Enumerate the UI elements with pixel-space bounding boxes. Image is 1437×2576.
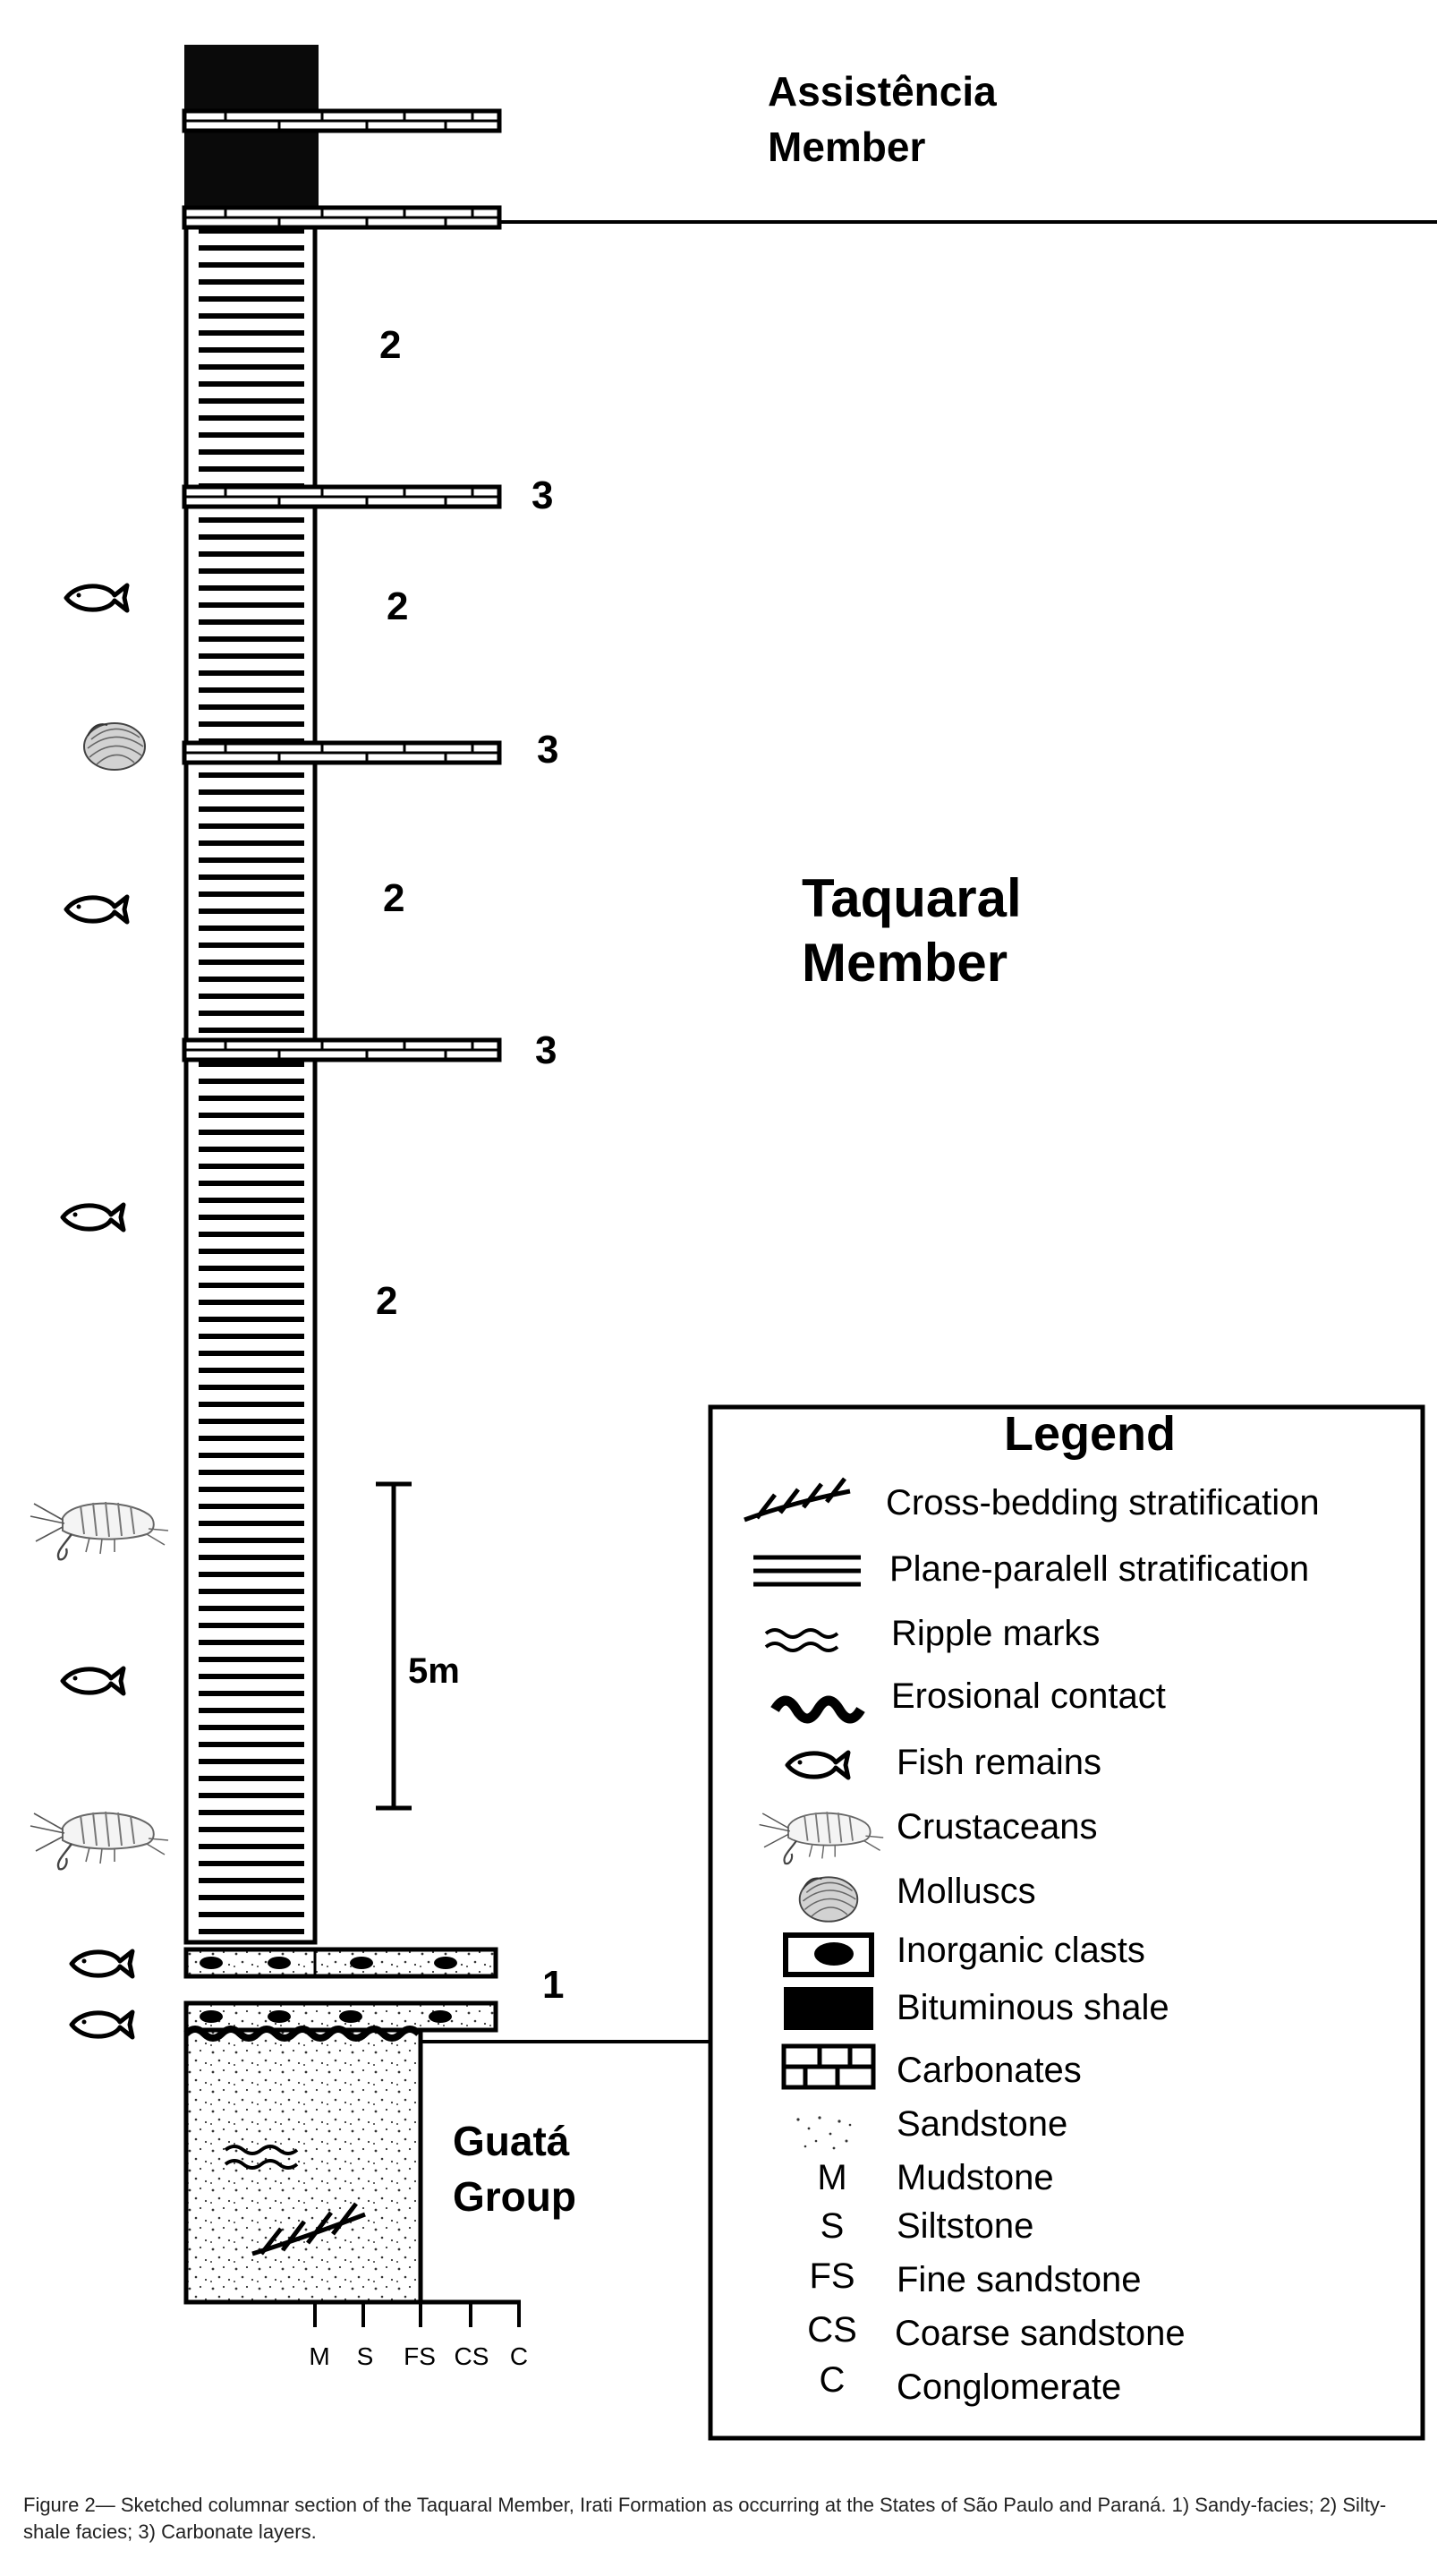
legend	[710, 1407, 1423, 2438]
crustacean-icon	[30, 1502, 168, 1559]
legend-label: Mudstone	[897, 2158, 1054, 2197]
legend-label: Sandstone	[897, 2104, 1068, 2144]
legend-title: Legend	[1003, 1407, 1177, 1461]
fish-icon	[63, 1205, 123, 1230]
carbonate-bed	[184, 111, 499, 131]
fish-icon	[66, 585, 127, 610]
guata-group-label: Guatá Group	[453, 2118, 576, 2220]
mollusc-icon	[84, 723, 145, 770]
fish-icon	[66, 897, 127, 922]
legend-label: Cross-bedding stratification	[886, 1483, 1320, 1523]
legend-label: Crustaceans	[897, 1807, 1098, 1847]
assistencia-member-label: Assistência Member	[768, 68, 997, 170]
legend-label: Erosional contact	[891, 1676, 1166, 1716]
axis-label-cs: CS	[454, 2342, 489, 2370]
legend-abbrev: S	[820, 2206, 845, 2246]
fish-icon	[72, 1951, 132, 1976]
legend-label: Molluscs	[897, 1872, 1036, 1911]
fossil-symbols	[30, 585, 168, 2037]
axis-label-m: M	[309, 2342, 330, 2370]
guata-sandstone	[186, 2029, 421, 2302]
stratigraphic-column	[184, 45, 528, 2370]
legend-label: Inorganic clasts	[897, 1931, 1145, 1970]
carbonate-bed	[184, 487, 499, 507]
carbonate-bed	[184, 208, 499, 227]
grain-size-axis	[184, 2302, 528, 2370]
legend-label: Ripple marks	[891, 1614, 1101, 1653]
mollusc-icon	[800, 1877, 858, 1921]
scale-bar	[376, 1484, 460, 1808]
facies-label: 3	[531, 473, 554, 517]
axis-label-c: C	[509, 2342, 529, 2370]
bituminous-shale-icon	[784, 1987, 873, 2030]
facies-label: 3	[537, 728, 559, 772]
inorganic-clast-icon	[786, 1935, 872, 1975]
legend-label: Fine sandstone	[897, 2260, 1142, 2299]
facies-label: 2	[376, 1279, 398, 1323]
axis-label-s: S	[356, 2342, 374, 2370]
fish-icon	[72, 2012, 132, 2037]
carbonate-icon	[784, 2046, 873, 2087]
legend-abbrev: CS	[807, 2310, 857, 2350]
carbonate-bed	[184, 1040, 499, 1060]
legend-abbrev: C	[819, 2360, 846, 2400]
legend-label: Plane-paralell stratification	[889, 1549, 1310, 1589]
taquaral-member-label: Taquaral Member	[802, 868, 1022, 993]
axis-label-fs: FS	[404, 2342, 436, 2370]
scale-bar-label: 5m	[408, 1651, 460, 1691]
crustacean-icon	[30, 1812, 168, 1869]
legend-label: Bituminous shale	[897, 1988, 1169, 2027]
legend-abbrev: M	[817, 2158, 847, 2197]
facies-label: 2	[387, 584, 409, 628]
carbonate-bed	[184, 743, 499, 763]
legend-label: Coarse sandstone	[895, 2314, 1186, 2353]
sandy-facies-beds	[186, 1949, 496, 2030]
figure-caption: Figure 2— Sketched columnar section of the Taquaral Member, Irati Formation as occurring at the States of São Paulo and Paraná. 1) Sandy-facies; 2) Silty-shale facies; 3) Carbonate layers.	[23, 2494, 1387, 2543]
facies-label: 2	[383, 876, 405, 920]
facies-label: 3	[535, 1028, 557, 1072]
fish-icon	[63, 1668, 123, 1693]
legend-label: Carbonates	[897, 2051, 1082, 2090]
legend-label: Siltstone	[897, 2206, 1034, 2246]
facies-label: 1	[542, 1963, 565, 2007]
legend-label: Fish remains	[897, 1743, 1101, 1782]
legend-abbrev: FS	[809, 2256, 855, 2296]
facies-label: 2	[379, 323, 402, 367]
legend-label: Conglomerate	[897, 2367, 1122, 2407]
